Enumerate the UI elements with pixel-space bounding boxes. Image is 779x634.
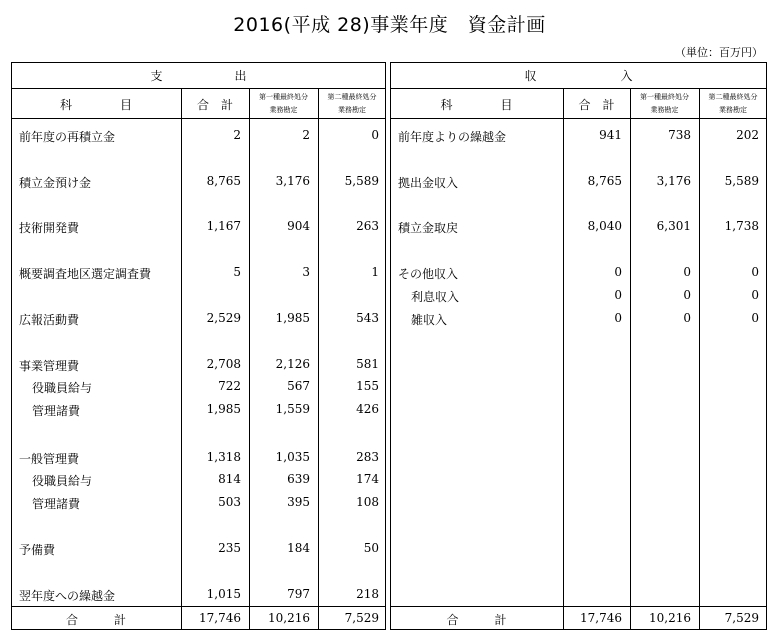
total-header-right: 合 計 [578,98,615,112]
col2-header-left: 第二種最終処分 業務勘定 [327,93,377,114]
total-header-left: 合 計 [196,98,233,112]
col2-header-right: 第二種最終処分 業務勘定 [708,93,758,114]
col1-header-right: 第一種最終処分 業務勘定 [640,93,689,114]
col1-header-left: 第一種最終処分 業務勘定 [259,93,308,114]
income-frame [390,62,767,630]
expenditure-header: 支 出 [150,69,247,83]
page-title: 2016(平成 28)事業年度 資金計画 [233,14,546,36]
unit-note: （単位：百万円） [675,46,763,59]
income-header: 収 入 [524,69,633,83]
cash-plan-table: 支 出 収 入 科 目 合 計 第一種最終処分 業務勘定 第二種最終処分 業務勘定 科 目 合 計 第一種最終処分 業務勘定 第二種最終処分 業務勘定 前年度の再積立金 2 2 0 積立金預け金 8,765 3,176 5,589 技術開発費 1,167 904 263 概要調査地区選定調査費 5 3 1 広報活動費 2,529 1,985 543 事業管理費 2,708 2,126 581 役職員給与 722 567 155 管理諸費 1,985 1,559 426 一般管理費 1,318 1,035 283 役職員給与 814 639 174 管理諸費 503 395 108 予備費 235 184 50 翌年度への繰越金 1,015 797 218 前年度よりの繰越金 941 738 202 拠出金収入 8,765 3,176 5,589 積立金取戻 8,040 6,301 1,738 その他収入 0 0 0 利息収入 0 0 0 雑収入 0 0 0 合 計 17,746 10,216 7,529 合 計 17,746 10,216 7,529 [11,62,767,630]
subject-header-right: 科 目 [440,98,513,112]
subject-header-left: 科 目 [59,98,132,112]
